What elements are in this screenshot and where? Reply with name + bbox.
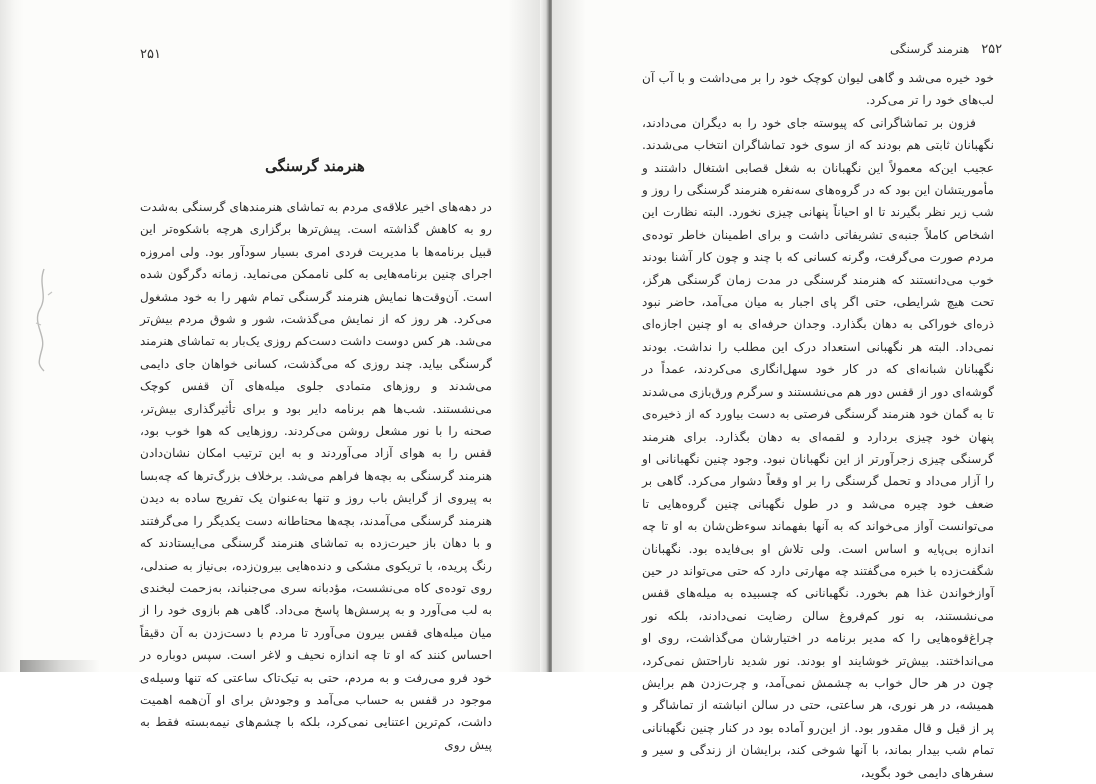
gutter-shadow-left (508, 0, 542, 672)
gutter-shadow-right (552, 0, 586, 672)
right-paragraph: خود خیره می‌شد و گاهی لیوان کوچک خود را بر می‌داشت و با آب آن لب‌های خود را تر می‌کرد. (642, 71, 994, 108)
right-page-number: ۲۵۲ (981, 42, 1003, 57)
left-page-number: ۲۵۱ (140, 47, 161, 62)
left-page (0, 0, 548, 752)
left-page-body (140, 196, 492, 756)
page-edge-left (0, 0, 24, 672)
left-paragraph: در دهه‌های اخیر علاقه‌ی مردم به تماشای هنرمندهای گرسنگی به‌شدت رو به کاهش گذاشته است. پیش‌ترها برگزاری هرچه باشکوه‌تر این قبیل برنامه‌ها با مدیریت فردی امری بسیار سودآور بود. ولی امروزه اجرای چنین برنامه‌هایی به کلی ناممکن می‌نماید. زمانه دگرگون شده است. آن‌وقت‌ها نمایش هنرمند گرسنگی تمام شهر را به خود مشغول می‌کرد. هر روز که از نمایش می‌گذشت، شور و شوق مردم بیش‌تر می‌شد. هر کس دوست داشت دست‌کم روزی یک‌بار به تماشای هنرمند گرسنگی بیاید. چند روزی که می‌گذشت، کسانی خواهان جای دایمی می‌شدند و روزهای متمادی جلوی میله‌های آن قفس کوچک می‌نشستند. شب‌ها هم برنامه دایر بود و برای تأثیرگذاری بیش‌تر، صحنه را با نور مشعل روشن می‌کردند. روزهایی که هوا خوب بود، قفس را به هوای آزاد می‌آوردند و به این ترتیب امکان نشان‌دادن هنرمند گرسنگی به بچه‌ها فراهم می‌شد. برخلاف بزرگ‌ترها که چه‌بسا به پیروی از گرایش باب روز و تنها به‌عنوان یک تفریح ساده به دیدن هنرمند گرسنگی می‌آمدند، بچه‌ها محتاطانه دست یکدیگر را می‌گرفتند و با دهان باز حیرت‌زده به تماشای هنرمند گرسنگی می‌ایستادند که رنگ پریده، با تریکوی مشکی و دنده‌هایی بیرون‌زده، بی‌نیاز به صندلی، روی توده‌ی کاه می‌نشست، مؤدبانه سری می‌جنباند، به‌زحمت لبخندی به لب می‌آورد و به پرسش‌ها پاسخ می‌داد. گاهی هم بازوی خود را از میان میله‌های قفس بیرون می‌آورد تا مردم با دست‌زدن به آن دقیقاً احساس کنند که او تا چه اندازه نحیف و لاغر است. سپس دوباره در خود فرو می‌رفت و به مردم، حتی به تیک‌تاک ساعتی که تنها وسیله‌ی موجود در قفس به حساب می‌آمد و وجودش برای او آن‌همه اهمیت داشت، کم‌ترین اعتنایی نمی‌کرد، بلکه با چشم‌های نیمه‌بسته فقط به پیش روی (140, 200, 492, 752)
scan-edge-mark (20, 660, 100, 672)
margin-scribble-icon (30, 265, 56, 375)
running-header (890, 42, 1002, 57)
right-paragraph: فزون بر تماشاگرانی که پیوسته جای خود را به دیگران می‌دادند، نگهبانان ثابتی هم بودند که از سوی خود تماشاگران انتخاب می‌شدند. عجیب این‌که معمولاً این نگهبانان به شغل قصابی اشتغال داشتند و مأموریتشان این بود که در گروه‌های سه‌نفره هنرمند گرسنگی را روز و شب زیر نظر بگیرند تا او احیاناً پنهانی چیزی نخورد. البته نظارت این اشخاص کاملاً جنبه‌ی تشریفاتی داشت و برای اطمینان خاطر توده‌ی مردم صورت می‌گرفت، وگرنه کسانی که با چند و چون کار آشنا بودند خوب می‌دانستند که هنرمند گرسنگی در مدت زمان گرسنگی هرگز، تحت هیچ شرایطی، حتی اگر پای اجبار به میان می‌آمد، حاضر نبود ذره‌ای خوراکی به دهان بگذارد. وجدان حرفه‌ای به او چنین اجازه‌ای نمی‌داد. البته هر نگهبانی استعداد درک این مطلب را نداشت. بودند نگهبانان شبانه‌ای که در کار خود سهل‌انگاری می‌کردند، عمداً در گوشه‌ای دور از قفس دور هم می‌نشستند و سرگرم ورق‌بازی می‌شدند تا به گمان خود هنرمند گرسنگی فرصتی به دست بیاورد که از ذخیره‌ی پنهان خود چیزی بردارد و لقمه‌ای به دهان بگذارد. برای هنرمند گرسنگی چیزی زجرآورتر از این نگهبانان نبود. وجود چنین نگهبانانی او را آزار می‌داد و تحمل گرسنگی را بر او وقعاً دشوار می‌کرد. گاهی بر ضعف خود چیره می‌شد و در طول نگهبانی چنین گروه‌هایی تا می‌توانست آواز می‌خواند که به آنها بفهماند سوءظن‌شان به او تا چه اندازه بی‌پایه و اساس است. ولی تلاش او بی‌فایده بود. نگهبانان شگفت‌زده با خبره می‌گفتند چه مهارتی دارد که حتی می‌تواند در حین آوازخواندن غذا هم بخورد. نگهبانانی که چسبیده به میله‌های قفس می‌نشستند، به نور کم‌فروغ سالن رضایت نمی‌دادند، بلکه نور چراغ‌قوه‌هایی را که مدیر برنامه در اختیارشان می‌گذاشت، روی او می‌انداختند. بیش‌تر خوشایند او بودند. نور شدید ناراحتش نمی‌کرد، چون در هر حال خواب به چشمش نمی‌آمد، و چرت‌زدن هم برایش همیشه، در هر نوری، هر ساعتی، حتی در سالن انباشته از تماشاگر و پر از قیل و قال مقدور بود. از این‌رو آماده بود در کنار چنین نگهبانانی تمام شب بیدار بماند، با آنها شوخی کند، برایشان از زندگی و سیر و سفرهای دایمی خود بگوید، (642, 115, 994, 780)
right-page-body (642, 67, 994, 784)
right-page (552, 0, 1096, 780)
chapter-title: هنرمند گرسنگی (265, 157, 365, 175)
running-header-title: هنرمند گرسنگی (890, 42, 970, 56)
